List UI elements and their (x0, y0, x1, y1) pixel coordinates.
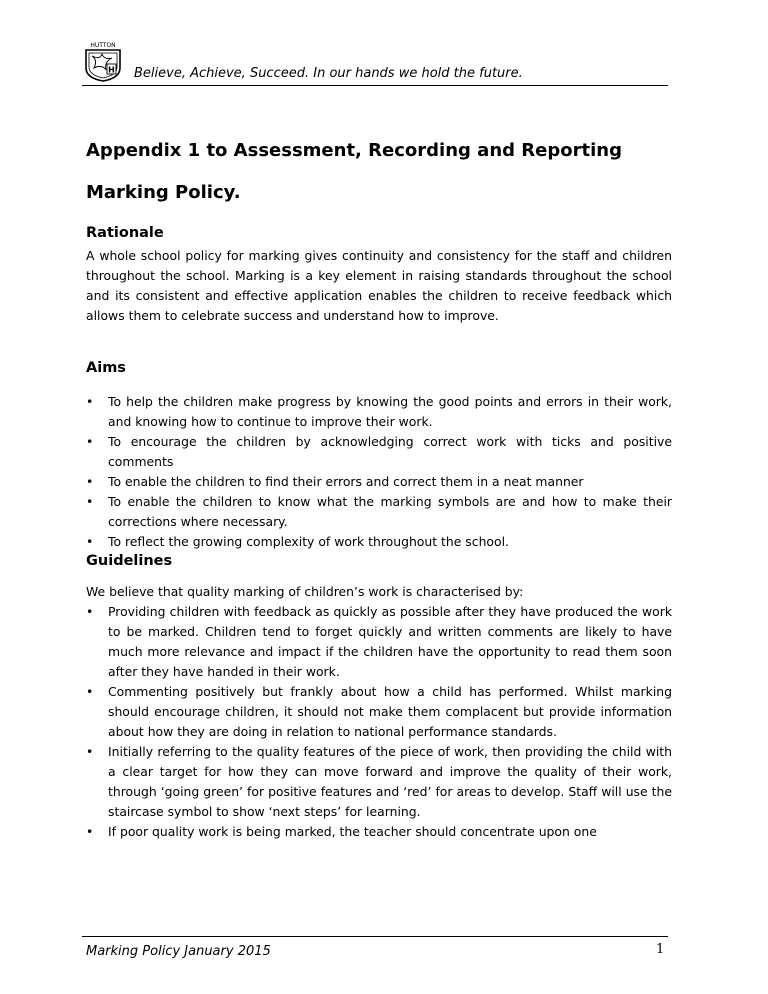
document-title-line-2: Marking Policy. (86, 182, 241, 203)
aims-list-item: • To encourage the children by acknowledging correct work with ticks and positive comments (86, 434, 672, 469)
aims-list (86, 392, 672, 552)
bullet-icon: • (86, 474, 94, 489)
bullet-icon: • (86, 494, 94, 509)
bullet-icon: • (86, 824, 94, 839)
aims-heading: Aims (86, 360, 126, 376)
header-motto: Believe, Achieve, Succeed. In our hands we hold the future. (134, 66, 523, 81)
bullet-icon: • (86, 604, 94, 619)
guidelines-intro: We believe that quality marking of children’s work is characterised by: (86, 584, 524, 599)
aims-list-item: • To help the children make progress by knowing the good points and errors in their work, and knowing how to continue to improve their work. (86, 394, 672, 429)
guidelines-list-item: • Initially referring to the quality features of the piece of work, then providing the child with a clear target for how they can move forward and improve the quality of their work, through ‘going green’ for positive features and ‘red’ for areas to develop. Staff will use the staircase symbol to show ‘next steps’ for learning. (86, 744, 672, 819)
aims-list-item: • To enable the children to find their errors and correct them in a neat manner (86, 472, 672, 492)
page-number: 1 (656, 942, 665, 957)
footer-divider (82, 936, 668, 937)
bullet-icon: • (86, 394, 94, 409)
guidelines-list-item: • If poor quality work is being marked, the teacher should concentrate upon one (86, 822, 672, 842)
rationale-paragraph: A whole school policy for marking gives continuity and consistency for the staff and children throughout the school. Marking is a key element in raising standards throughout the school and its consistent and effective application enables the children to receive feedback which allows them to celebrate success and understand how to improve. (86, 248, 672, 323)
svg-text:HUTTON: HUTTON (90, 42, 116, 49)
bullet-icon: • (86, 684, 94, 699)
guidelines-heading: Guidelines (86, 553, 173, 569)
bullet-icon: • (86, 744, 94, 759)
footer-text: Marking Policy January 2015 (86, 944, 271, 959)
aims-list-item: • To enable the children to know what the marking symbols are and how to make their corrections where necessary. (86, 494, 672, 529)
school-logo (82, 40, 124, 82)
guidelines-list (86, 602, 672, 842)
guidelines-list-item: • Providing children with feedback as quickly as possible after they have produced the work to be marked. Children tend to forget quickly and written comments are likely to have much more relevance and impact if the children have the opportunity to read them soon after they have handed in their work. (86, 604, 672, 679)
guidelines-list-item: • Commenting positively but frankly about how a child has performed. Whilst marking should encourage children, it should not make them complacent but provide information about how they are doing in relation to national performance standards. (86, 684, 672, 739)
svg-text:H: H (108, 65, 115, 75)
bullet-icon: • (86, 534, 94, 549)
header-divider (82, 85, 668, 86)
aims-list-item: • To reflect the growing complexity of work throughout the school. (86, 532, 672, 552)
bullet-icon: • (86, 434, 94, 449)
page-header (82, 40, 668, 86)
rationale-heading: Rationale (86, 225, 164, 241)
document-title-line-1: Appendix 1 to Assessment, Recording and Reporting (86, 140, 622, 161)
